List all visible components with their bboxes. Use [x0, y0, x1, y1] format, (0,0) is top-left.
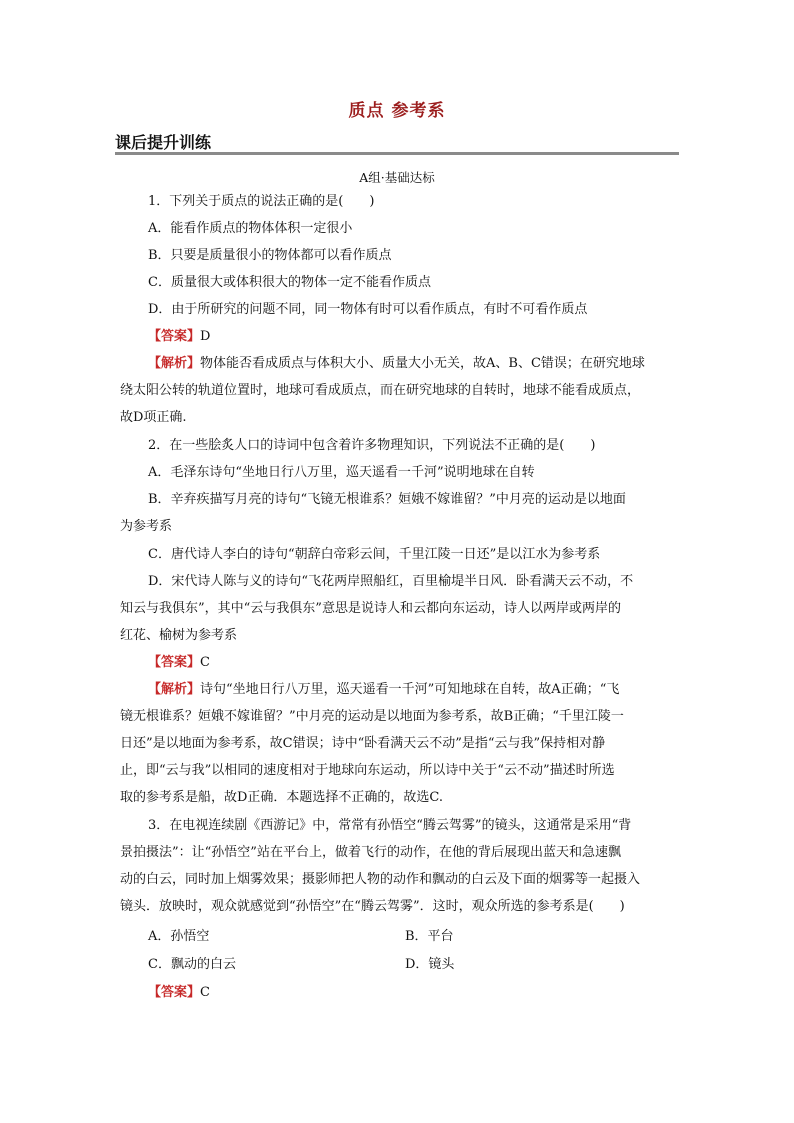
q1-stem: 1．下列关于质点的说法正确的是( ): [148, 194, 375, 209]
q2-option-c: C．唐代诗人李白的诗句“朝辞白帝彩云间，千里江陵一日还”是以江水为参考系: [148, 547, 601, 562]
q2-option-d-cont: 知云与我俱东”，其中“云与我俱东”意思是说诗人和云都向东运动，诗人以两岸或两岸的: [120, 601, 621, 616]
q1-analysis-text: 物体能否看成质点与体积大小、质量大小无关，故A、B、C错误；在研究地球: [200, 356, 645, 371]
q2-option-b: B．辛弃疾描写月亮的诗句“飞镜无根谁系？姮娥不嫁谁留？”中月亮的运动是以地面: [148, 492, 626, 507]
q3-stem-cont: 景拍摄法”：让“孙悟空”站在平台上，做着飞行的动作，在他的背后展现出蓝天和急速飘: [120, 845, 621, 860]
analysis-tag: 【解析】: [148, 682, 201, 697]
q1-answer-value: D: [200, 329, 211, 344]
section-divider: [115, 152, 679, 155]
answer-tag: 【答案】: [148, 329, 201, 344]
section-heading: 课后提升训练: [115, 133, 212, 152]
q2-analysis-line: 日还”是以地面为参考系，故C错误；诗中“卧看满天云不动”是指“云与我”保持相对静: [120, 736, 606, 751]
q2-option-b-cont: 为参考系: [120, 519, 173, 534]
q1-option-c: C．质量很大或体积很大的物体一定不能看作质点: [148, 275, 431, 290]
q3-option-c: C．飘动的白云: [148, 957, 236, 972]
q2-answer: [148, 654, 210, 672]
q3-stem: 3．在电视连续剧《西游记》中，常常有孙悟空“腾云驾雾”的镜头，这通常是采用“背: [148, 818, 632, 833]
q3-stem-cont: 动的白云，同时加上烟雾效果；摄影师把人物的动作和飘动的白云及下面的烟雾等一起摄入: [120, 872, 641, 887]
q1-answer: [148, 328, 210, 346]
q1-option-b: B．只要是质量很小的物体都可以看作质点: [148, 248, 392, 263]
q2-option-d: D．宋代诗人陈与义的诗句“飞花两岸照船红，百里榆堤半日风．卧看满天云不动，不: [148, 574, 634, 589]
q3-answer-value: C: [200, 985, 210, 1000]
answer-tag: 【答案】: [148, 655, 201, 670]
q2-option-d-cont: 红花、榆树为参考系: [120, 628, 238, 643]
q2-stem: 2．在一些脍炙人口的诗词中包含着许多物理知识，下列说法不正确的是( ): [148, 438, 596, 453]
q3-stem-cont: 镜头．放映时，观众就感觉到“孙悟空”在“腾云驾雾”．这时，观众所选的参考系是( ): [120, 899, 625, 914]
q2-analysis-line: 止，即“云与我”以相同的速度相对于地球向东运动，所以诗中关于“云不动”描述时所选: [120, 763, 615, 778]
page-title: 质点 参考系: [348, 101, 446, 121]
q2-option-a: A．毛泽东诗句“坐地日行八万里，巡天遥看一千河”说明地球在自转: [148, 465, 535, 480]
q2-answer-value: C: [200, 655, 210, 670]
q2-analysis-line: 镜无根谁系？姮娥不嫁谁留？”中月亮的运动是以地面为参考系，故B正确；“千里江陵一: [120, 709, 624, 724]
q2-analysis-line: [148, 681, 619, 699]
q3-option-d: D．镜头: [405, 957, 455, 972]
answer-tag: 【答案】: [148, 985, 201, 1000]
q3-option-b: B．平台: [405, 929, 454, 944]
q1-analysis-line: 故D项正确.: [120, 410, 187, 425]
q1-analysis-line: 绕太阳公转的轨道位置时，地球可看成质点，而在研究地球的自转时，地球不能看成质点，: [120, 383, 641, 398]
q3-answer: [148, 984, 210, 1002]
q1-option-a: A．能看作质点的物体体积一定很小: [148, 221, 353, 236]
analysis-tag: 【解析】: [148, 356, 201, 371]
q2-analysis-text: 诗句“坐地日行八万里，巡天遥看一千河”可知地球在自转，故A正确；“飞: [200, 682, 620, 697]
q3-option-a: A．孙悟空: [148, 929, 210, 944]
q1-option-d: D．由于所研究的问题不同，同一物体有时可以看作质点，有时不可看作质点: [148, 302, 588, 317]
group-heading: A组·基础达标: [359, 170, 435, 185]
q1-analysis-line: [148, 355, 645, 373]
q2-analysis-line: 取的参考系是船，故D正确．本题选择不正确的，故选C.: [120, 790, 444, 805]
